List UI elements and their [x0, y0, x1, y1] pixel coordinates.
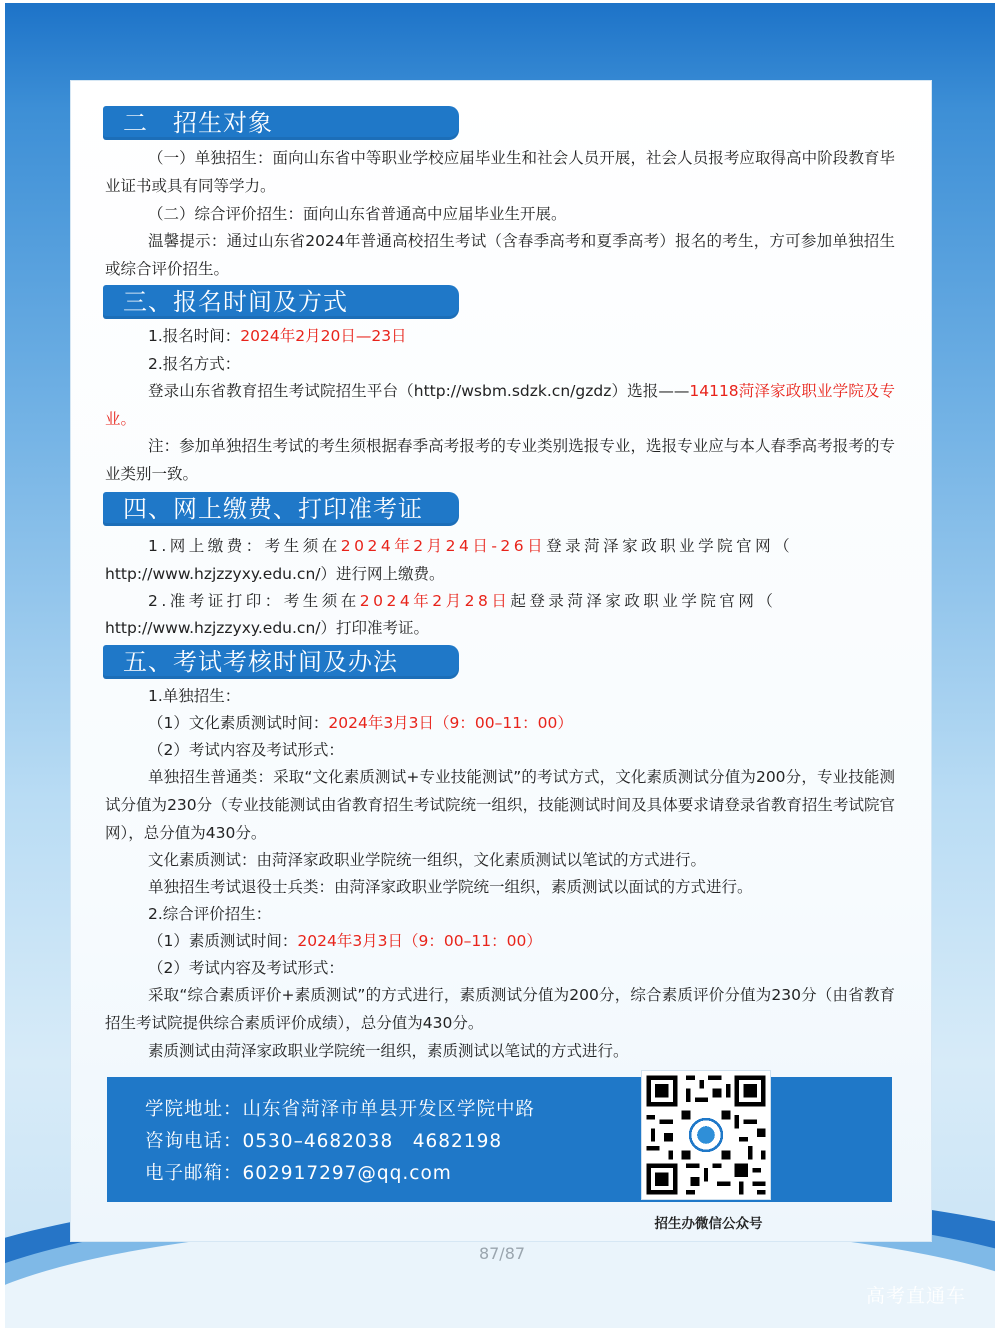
registration-method-label: 2.报名方式： — [148, 355, 241, 373]
paragraph-comprehensive-enrollment: （二）综合评价招生：面向山东省普通高中应届毕业生开展。 — [148, 205, 567, 223]
admission-ticket-website: 起登录菏泽家政职业学院官网（ — [510, 592, 777, 610]
contact-address: 学院地址：山东省菏泽市单县开发区学院中路 — [145, 1099, 536, 1120]
admission-ticket-intro: 2.准考证打印：考生须在 — [148, 592, 360, 610]
exam-comprehensive-heading: 2.综合评价招生： — [148, 905, 272, 923]
exam-individual-content-heading: （2）考试内容及考试形式： — [148, 741, 344, 759]
registration-time-label: 1.报名时间： — [148, 327, 241, 345]
exam-individual-time-label: （1）文化素质测试时间： — [148, 714, 329, 732]
exam-cultural-test: 文化素质测试：由菏泽家政职业学院统一组织，文化素质测试以笔试的方式进行。 — [148, 851, 707, 869]
exam-individual-time — [105, 709, 895, 737]
registration-method-body: 登录山东省教育招生考试院招生平台（http://wsbm.sdzk.cn/gzdz）选报—— — [148, 382, 690, 400]
exam-comprehensive-time-label: （1）素质测试时间： — [148, 932, 298, 950]
section-title-payment: 四、网上缴费、打印准考证 — [103, 492, 459, 526]
exam-individual-heading: 1.单独招生： — [148, 687, 241, 705]
admission-ticket-url-line: http://www.hzjzzyxy.edu.cn/）打印准考证。 — [105, 619, 429, 637]
exam-comprehensive-form: 采取“综合素质评价+素质测试”的方式进行，素质测试分值为200分，综合素质评价分值为230分（由省教育招生考试院提供综合素质评价成绩），总分值为430分。 — [105, 986, 895, 1032]
contact-email: 电子邮箱：602917297@qq.com — [145, 1163, 452, 1184]
payment-date: 2024年2月24日-26日 — [340, 537, 547, 555]
paragraph-warm-tip: 温馨提示：通过山东省2024年普通高校招生考试（含春季高考和夏季高考）报名的考生，方可参加单独招生或综合评价招生。 — [105, 232, 895, 278]
section-title-registration: 三、报名时间及方式 — [103, 285, 459, 319]
contact-phone: 咨询电话：0530–4682038 4682198 — [145, 1131, 503, 1152]
qr-caption: 招生办微信公众号 — [654, 1216, 763, 1232]
wechat-qr-code — [641, 1070, 771, 1200]
exam-comprehensive-content-heading: （2）考试内容及考试形式： — [148, 959, 344, 977]
exam-veterans: 单独招生考试退役士兵类：由菏泽家政职业学院统一组织，素质测试以面试的方式进行。 — [148, 878, 753, 896]
exam-individual-time-value: 2024年3月3日（9：00–11：00） — [328, 714, 573, 732]
page-number: 87/87 — [478, 1244, 526, 1263]
admission-ticket-line — [105, 587, 895, 615]
registration-time-line — [105, 322, 895, 350]
exam-individual-general: 单独招生普通类：采取“文化素质测试+专业技能测试”的考试方式，文化素质测试分值为200分，专业技能测试分值为230分（专业技能测试由省教育招生考试院统一组织，技能测试时间及具体要求请登录省教育招生考试院官网），总分值为430分。 — [105, 768, 895, 842]
exam-comprehensive-time-value: 2024年3月3日（9：00–11：00） — [297, 932, 542, 950]
payment-website: 登录菏泽家政职业学院官网（ — [546, 537, 794, 555]
registration-method-school: 14118菏泽家政职业学院及专业。 — [105, 382, 895, 428]
section-title-exam: 五、考试考核时间及办法 — [103, 645, 459, 679]
registration-note: 注：参加单独招生考试的考生须根据春季高考报考的专业类别选报专业，选报专业应与本人春季高考报考的专业类别一致。 — [105, 437, 895, 483]
paragraph-individual-enrollment: （一）单独招生：面向山东省中等职业学校应届毕业生和社会人员开展，社会人员报考应取得高中阶段教育毕业证书或具有同等学力。 — [105, 149, 895, 195]
registration-time-value: 2024年2月20日—23日 — [240, 327, 407, 345]
exam-comprehensive-time — [105, 927, 895, 955]
section-title-enrollment-target: 二 招生对象 — [103, 106, 459, 140]
payment-url-line: http://www.hzjzzyxy.edu.cn/）进行网上缴费。 — [105, 565, 445, 583]
payment-line — [105, 532, 895, 560]
payment-intro: 1.网上缴费：考生须在 — [148, 537, 341, 555]
watermark-text: 高考直通车 — [866, 1285, 967, 1307]
admission-ticket-date: 2024年2月28日 — [359, 592, 511, 610]
exam-comprehensive-quality-test: 素质测试由菏泽家政职业学院统一组织，素质测试以笔试的方式进行。 — [148, 1042, 629, 1060]
registration-method-text — [105, 377, 895, 433]
